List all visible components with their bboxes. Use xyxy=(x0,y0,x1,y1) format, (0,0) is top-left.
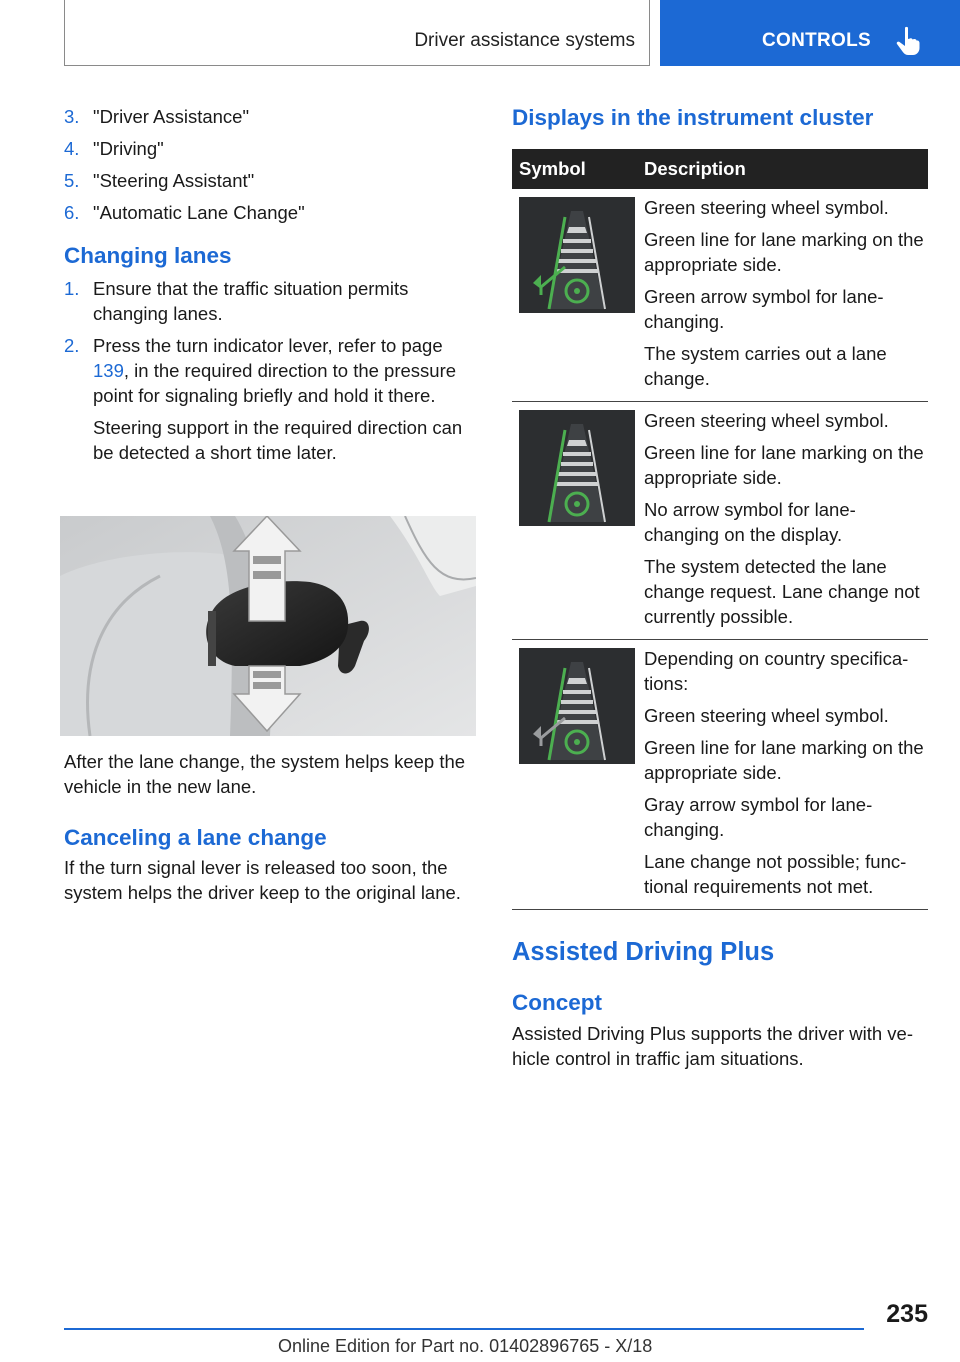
assisted-driving-plus-title: Assisted Driving Plus xyxy=(512,938,775,966)
footer-edition-text: Online Edition for Part no. 01402896765 - X/18 xyxy=(278,1336,653,1356)
concept-heading: Concept xyxy=(512,990,602,1015)
description-line: Green line for lane marking on the appropriate side. xyxy=(644,442,924,488)
description-line: The system detected the lane change request. Lane change not currently possible. xyxy=(644,556,920,627)
col-header-description: Description xyxy=(642,149,928,189)
list-item xyxy=(64,136,482,161)
step-text: Ensure that the traffic situation permits changing lanes. xyxy=(93,278,409,324)
step-number: 2. xyxy=(64,335,80,356)
lane-change-no-arrow-icon xyxy=(519,410,635,526)
description-line: Green line for lane marking on the appropriate side. xyxy=(644,229,924,275)
list-item xyxy=(64,200,482,225)
list-item xyxy=(64,168,482,193)
description-line: Lane change not possible; func-tional requirements not met. xyxy=(644,851,907,897)
page-reference-link[interactable]: 139 xyxy=(93,360,124,381)
changing-lanes-heading: Changing lanes xyxy=(64,243,232,268)
description-line: Gray arrow symbol for lane-changing. xyxy=(644,794,873,840)
step-item xyxy=(64,276,482,326)
description-line: Green line for lane marking on the appropriate side. xyxy=(644,737,924,783)
list-number: 5. xyxy=(64,170,80,191)
list-number: 6. xyxy=(64,202,80,223)
canceling-heading: Canceling a lane change xyxy=(64,825,327,850)
table-row xyxy=(512,640,928,910)
list-number: 3. xyxy=(64,106,80,127)
lane-change-green-arrow-icon xyxy=(519,197,635,313)
footer-divider xyxy=(64,1328,864,1330)
step-note: Steering support in the required direction can be detected a short time later. xyxy=(93,417,463,463)
symbol-table xyxy=(512,149,928,910)
page-number: 235 xyxy=(886,1300,928,1328)
step-text: Press the turn indicator lever, refer to page 139, in the required direction to the pressure point for signaling briefly and hold it there. xyxy=(93,335,457,406)
list-text: "Driver Assistance" xyxy=(93,106,250,127)
description-line: Green steering wheel symbol. xyxy=(644,197,889,218)
description-line: The system carries out a lane change. xyxy=(644,343,887,389)
left-lower-column xyxy=(64,749,482,905)
turn-indicator-lever-image xyxy=(60,516,476,736)
header-section-title: Driver assistance systems xyxy=(414,30,635,51)
header-chapter-tab[interactable] xyxy=(660,0,960,66)
step-item xyxy=(64,333,482,465)
header-section-box xyxy=(64,0,650,66)
left-column xyxy=(64,104,482,472)
description-line: Depending on country specifica-tions: xyxy=(644,648,909,694)
concept-text: Assisted Driving Plus supports the driver with ve-hicle control in traffic jam situations. xyxy=(512,1023,913,1069)
canceling-text: If the turn signal lever is released too soon, the system helps the driver keep to the original lane. xyxy=(64,857,461,903)
list-item xyxy=(64,104,482,129)
description-line: Green steering wheel symbol. xyxy=(644,705,889,726)
list-text: "Steering Assistant" xyxy=(93,170,255,191)
description-line: Green steering wheel symbol. xyxy=(644,410,889,431)
right-column xyxy=(512,104,928,1071)
after-lane-change-text: After the lane change, the system helps keep the vehicle in the new lane. xyxy=(64,751,466,797)
displays-heading: Displays in the instrument cluster xyxy=(512,105,874,130)
list-text: "Driving" xyxy=(93,138,164,159)
col-header-symbol: Symbol xyxy=(512,149,642,189)
lane-change-gray-arrow-icon xyxy=(519,648,635,764)
table-row xyxy=(512,189,928,402)
step-number: 1. xyxy=(64,278,80,299)
description-line: Green arrow symbol for lane-changing. xyxy=(644,286,884,332)
list-text: "Automatic Lane Change" xyxy=(93,202,305,223)
pointing-hand-icon xyxy=(896,26,920,56)
description-line: No arrow symbol for lane-changing on the display. xyxy=(644,499,856,545)
list-number: 4. xyxy=(64,138,80,159)
table-row xyxy=(512,402,928,640)
header-chapter-title: CONTROLS xyxy=(762,30,872,51)
